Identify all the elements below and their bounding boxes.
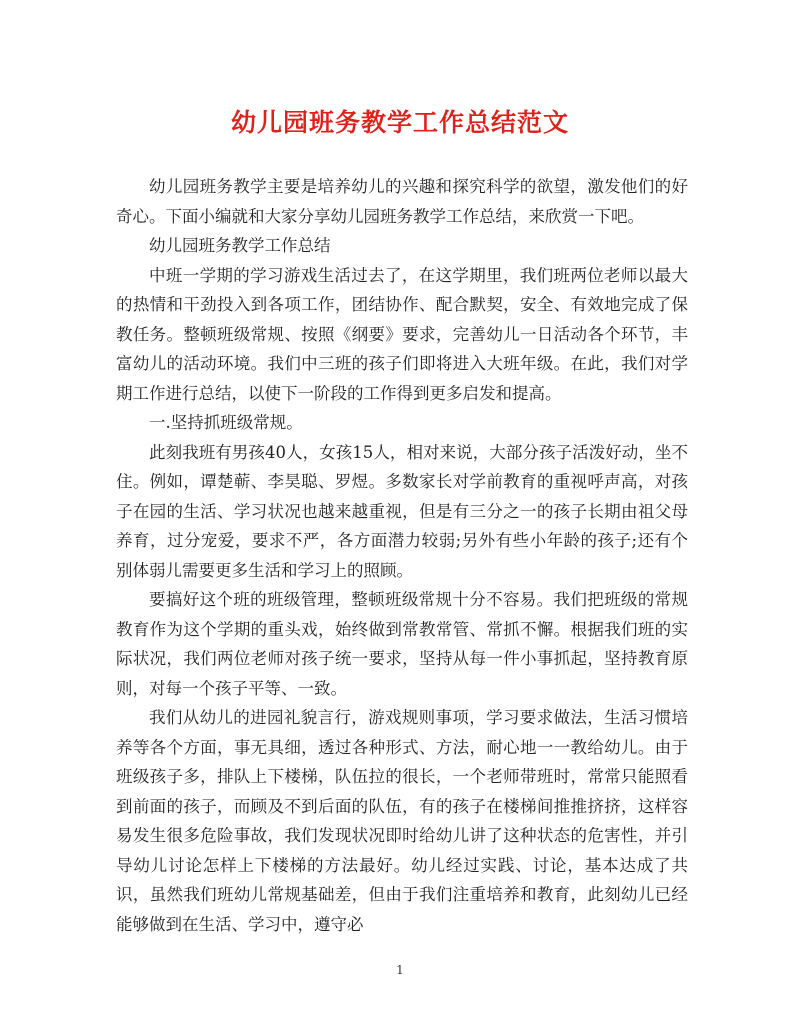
paragraph-routine-education: 我们从幼儿的进园礼貌言行，游戏规则事项，学习要求做法，生活习惯培养等各个方面，事无具细，透过各种形式、方法，耐心地一一教给幼儿。由于班级孩子多，排队上下楼梯，队伍拉的很长，一个老师带班时，常常只能照看到前面的孩子，而顾及不到后面的队伍，有的孩子在楼梯间推推挤挤，这样容易发生很多危险事故，我们发现状况即时给幼儿讲了这种状态的危害性，并引导幼儿讨论怎样上下楼梯的方法最好。幼儿经过实践、讨论，基本达成了共识，虽然我们班幼儿常规基础差，但由于我们注重培养和教育，此刻幼儿已经能够做到在生活、学习中，遵守必 [116,708,688,934]
paragraph-class-status: 此刻我班有男孩40人，女孩15人，相对来说，大部分孩子活泼好动，坐不住。例如，谭楚蕲、李昊聪、罗煜。多数家长对学前教育的重视呼声高，对孩子在园的生活、学习状况也越来越重视，但是有三分之一的孩子长期由祖父母养育，过分宠爱，要求不严，各方面潜力较弱;另外有些小年龄的孩子;还有个别体弱儿需要更多生活和学习上的照顾。 [116,442,688,580]
paragraph-intro: 幼儿园班务教学主要是培养幼儿的兴趣和探究科学的欲望，激发他们的好奇心。下面小编就和大家分享幼儿园班务教学工作总结，来欣赏一下吧。 [116,177,688,226]
paragraph-subtitle: 幼儿园班务教学工作总结 [149,236,331,255]
paragraph-class-management: 要搞好这个班的班级管理，整顿班级常规十分不容易。我们把班级的常规教育作为这个学期的重头戏，始终做到常教常管、常抓不懈。根据我们班的实际状况，我们两位老师对孩子统一要求，坚持从每一件小事抓起，坚持教育原则，对每一个孩子平等、一致。 [116,590,688,698]
paragraph-section-heading: 一.坚持抓班级常规。 [149,413,303,432]
document-title: 幼儿园班务教学工作总结范文 [230,108,569,137]
paragraph-summary: 中班一学期的学习游戏生活过去了，在这学期里，我们班两位老师以最大的热情和干劲投入到各项工作，团结协作、配合默契，安全、有效地完成了保教任务。整顿班级常规、按照《纲要》要求，完善幼儿一日活动各个环节，丰富幼儿的活动环境。我们中三班的孩子们即将进入大班年级。在此，我们对学期工作进行总结，以使下一阶段的工作得到更多启发和提高。 [116,265,688,403]
page-number: 1 [396,963,404,977]
document-body [116,172,688,939]
